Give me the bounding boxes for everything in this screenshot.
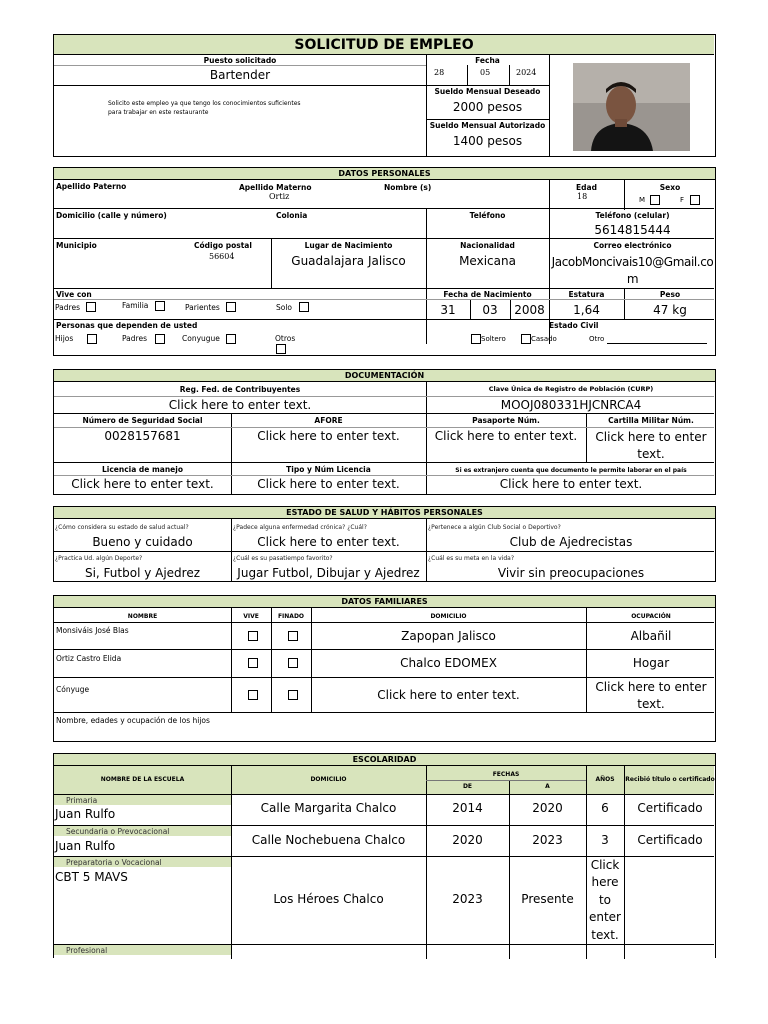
esc-row3-anios-line-4: enter xyxy=(588,910,621,925)
vive-solo-label: Solo xyxy=(276,303,293,312)
peso-label: Peso xyxy=(659,290,681,299)
escolaridad-section xyxy=(53,753,716,958)
cartilla-label: Cartilla Militar Núm. xyxy=(608,416,694,425)
estado-civil-label: Estado Civil xyxy=(549,321,599,330)
fecha-label: Fecha xyxy=(475,56,500,65)
curp-value[interactable]: MOOJ080331HJCNRCA4 xyxy=(500,398,642,412)
correo-line-1: JacobMoncivais10@Gmail.co xyxy=(551,255,714,269)
familiares-section xyxy=(53,595,716,742)
personales-title: DATOS PERSONALES xyxy=(54,168,715,180)
rfc-value[interactable]: Click here to enter text. xyxy=(168,398,312,412)
peso-value[interactable]: 47 kg xyxy=(653,303,687,317)
colonia-label: Colonia xyxy=(276,211,308,220)
esc-row3-domicilio[interactable]: Los Héroes Chalco xyxy=(273,892,384,906)
fam-row3-ocupacion-line-2: text. xyxy=(637,697,665,711)
sexo-f-checkbox[interactable] xyxy=(690,195,700,205)
esc-col-titulo: Recibió título o certificado xyxy=(625,776,715,783)
fam-row1-vive-checkbox[interactable] xyxy=(248,631,258,641)
salud-a2[interactable]: Click here to enter text. xyxy=(257,535,400,549)
fam-row1-domicilio[interactable]: Zapopan Jalisco xyxy=(401,629,496,643)
fam-row3-domicilio[interactable]: Click here to enter text. xyxy=(377,688,520,702)
esc-row3-anios[interactable] xyxy=(586,857,624,944)
esc-row1-titulo[interactable]: Certificado xyxy=(637,801,703,815)
rfc-label: Reg. Fed. de Contribuyentes xyxy=(179,385,301,394)
esc-row2-a[interactable]: 2023 xyxy=(532,833,563,847)
salud-title: ESTADO DE SALUD Y HÁBITOS PERSONALES xyxy=(54,507,715,519)
salud-a5[interactable]: Jugar Futbol, Dibujar y Ajedrez xyxy=(237,566,420,580)
fam-row2-nombre[interactable]: Ortiz Castro Elida xyxy=(56,654,122,663)
salud-a4[interactable]: Si, Futbol y Ajedrez xyxy=(84,566,201,580)
fam-row2-vive-checkbox[interactable] xyxy=(248,658,258,668)
salud-a3[interactable]: Club de Ajedrecistas xyxy=(509,535,633,549)
fam-row1-finado-checkbox[interactable] xyxy=(288,631,298,641)
nss-value[interactable]: 0028157681 xyxy=(104,429,181,443)
salud-q6: ¿Cuál es su meta en la vida? xyxy=(428,555,515,562)
sexo-f-label: F xyxy=(680,196,685,204)
esc-col-escuela: NOMBRE DE LA ESCUELA xyxy=(100,776,185,783)
sueldo-autorizado-label: Sueldo Mensual Autorizado xyxy=(429,121,546,130)
fecha-nac-mes[interactable]: 03 xyxy=(482,303,498,317)
esc-row1-nivel: Primaria xyxy=(66,796,98,805)
ec-casado-checkbox[interactable] xyxy=(521,334,531,344)
applicant-photo xyxy=(573,63,690,151)
sexo-label: Sexo xyxy=(659,183,681,192)
esc-row3-anios-line-1: Click xyxy=(590,858,620,872)
esc-row1-a[interactable]: 2020 xyxy=(532,801,563,815)
esc-row3-anios-line-5: text. xyxy=(591,927,619,942)
puesto-label: Puesto solicitado xyxy=(203,56,277,65)
domicilio-label: Domicilio (calle y número) xyxy=(56,211,167,220)
dep-padres-label: Padres xyxy=(122,334,147,343)
salud-section xyxy=(53,506,716,582)
escolaridad-title: ESCOLARIDAD xyxy=(54,754,715,766)
celular-value[interactable]: 5614815444 xyxy=(594,223,671,237)
fam-row2-ocupacion[interactable]: Hogar xyxy=(632,656,670,670)
vive-parientes-checkbox[interactable] xyxy=(226,302,236,312)
estatura-value[interactable]: 1,64 xyxy=(573,303,600,317)
vive-padres-checkbox[interactable] xyxy=(86,302,96,312)
nacionalidad-label: Nacionalidad xyxy=(460,241,515,250)
fam-row3-ocupacion[interactable] xyxy=(586,679,716,713)
cartilla-line-2: text. xyxy=(637,447,665,461)
personales-section xyxy=(53,167,716,356)
vive-con-label: Vive con xyxy=(56,290,92,299)
fecha-dia[interactable]: 28 xyxy=(434,68,445,77)
edad-value[interactable]: 18 xyxy=(577,192,588,201)
vive-solo-checkbox[interactable] xyxy=(299,302,309,312)
tipo-lic-label: Tipo y Núm Licencia xyxy=(286,465,371,474)
fam-col-finado: FINADO xyxy=(277,613,305,620)
fam-hijos-label[interactable]: Nombre, edades y ocupación de los hijos xyxy=(56,716,210,725)
fam-col-domicilio: DOMICILIO xyxy=(430,613,467,620)
esc-row3-escuela[interactable]: CBT 5 MAVS xyxy=(55,870,128,884)
esc-row3-anios-line-2: here xyxy=(591,875,619,890)
fam-row2-finado-checkbox[interactable] xyxy=(288,658,298,668)
esc-row2-de[interactable]: 2020 xyxy=(452,833,483,847)
esc-row2-titulo[interactable]: Certificado xyxy=(637,833,703,847)
familiares-title: DATOS FAMILIARES xyxy=(54,596,715,608)
form-title: SOLICITUD DE EMPLEO xyxy=(294,37,474,53)
vive-parientes-label: Parientes xyxy=(185,303,220,312)
salud-a1[interactable]: Bueno y cuidado xyxy=(92,535,193,549)
nss-label: Número de Seguridad Social xyxy=(82,416,203,425)
vive-familia-label: Familia xyxy=(122,301,149,310)
vive-familia-checkbox[interactable] xyxy=(155,301,165,311)
licencia-label: Licencia de manejo xyxy=(101,465,183,474)
ec-soltero-label: Soltero xyxy=(481,335,506,343)
fecha-mes[interactable]: 05 xyxy=(480,68,491,77)
ec-otro-label: Otro xyxy=(589,335,605,343)
afore-value[interactable]: Click here to enter text. xyxy=(257,429,400,443)
nacionalidad-value[interactable]: Mexicana xyxy=(459,254,516,268)
fecha-nac-dia[interactable]: 31 xyxy=(440,303,456,317)
lugar-nac-label: Lugar de Nacimiento xyxy=(304,241,393,250)
fam-row3-ocupacion-line-1: Click here to enter xyxy=(595,680,707,694)
dep-otros-label: Otros xyxy=(275,334,296,343)
esc-row1-domicilio[interactable]: Calle Margarita Chalco xyxy=(260,801,397,815)
salud-a6[interactable]: Vivir sin preocupaciones xyxy=(497,566,645,580)
ec-otro-line[interactable] xyxy=(607,343,707,344)
esc-row1-de[interactable]: 2014 xyxy=(452,801,483,815)
esc-row2-escuela[interactable]: Juan Rulfo xyxy=(55,839,116,853)
fam-row3-vive-checkbox[interactable] xyxy=(248,690,258,700)
cp-value[interactable]: 56604 xyxy=(209,252,235,261)
esc-row1-escuela[interactable]: Juan Rulfo xyxy=(55,807,116,821)
documentacion-section xyxy=(53,369,716,495)
fam-row1-nombre[interactable]: Monsiváis José Blas xyxy=(56,626,129,635)
fam-row2-domicilio[interactable]: Chalco EDOMEX xyxy=(400,656,497,670)
fecha-nac-anio[interactable]: 2008 xyxy=(514,303,545,317)
fecha-nac-label: Fecha de Nacimiento xyxy=(443,290,532,299)
salud-q4: ¿Practica Ud. algún Deporte? xyxy=(55,555,143,562)
esc-row4-nivel: Profesional xyxy=(66,946,108,955)
ap-paterno-label: Apellido Paterno xyxy=(56,182,127,191)
fam-col-ocupacion: OCUPACIÓN xyxy=(631,613,671,620)
edad-label: Edad xyxy=(576,183,597,192)
dep-hijos-checkbox[interactable] xyxy=(87,334,97,344)
esc-row3-anios-line-3: to xyxy=(598,892,612,907)
motivo-text[interactable] xyxy=(108,99,301,117)
fam-col-nombre: NOMBRE xyxy=(127,613,158,620)
salud-q2: ¿Padece alguna enfermedad crónica? ¿Cuál? xyxy=(233,524,367,531)
vive-padres-label: Padres xyxy=(55,303,80,312)
salud-q3: ¿Pertenece a algún Club Social o Deportivo? xyxy=(428,524,561,531)
pasaporte-label: Pasaporte Núm. xyxy=(472,416,540,425)
afore-label: AFORE xyxy=(314,416,343,425)
dep-otros-checkbox[interactable] xyxy=(276,344,286,354)
nombre-label: Nombre (s) xyxy=(384,183,432,192)
cartilla-line-1: Click here to enter xyxy=(595,430,707,444)
documentacion-title: DOCUMENTACIÓN xyxy=(54,370,715,382)
esc-col-domicilio: DOMICILIO xyxy=(310,776,347,783)
esc-col-a: A xyxy=(545,783,550,790)
fecha-anio[interactable]: 2024 xyxy=(516,68,537,77)
esc-row1-anios[interactable]: 6 xyxy=(601,801,609,815)
celular-label: Teléfono (celular) xyxy=(595,211,670,220)
ec-casado-label: Casado xyxy=(531,335,557,343)
esc-row3-nivel: Preparatoria o Vocacional xyxy=(66,858,162,867)
cp-label: Código postal xyxy=(194,241,252,250)
estatura-label: Estatura xyxy=(568,290,605,299)
dep-padres-checkbox[interactable] xyxy=(155,334,165,344)
correo-label: Correo electrónico xyxy=(593,241,672,250)
esc-col-fechas: FECHAS xyxy=(492,771,520,778)
esc-row3-de[interactable]: 2023 xyxy=(452,892,483,906)
cartilla-value[interactable] xyxy=(586,429,716,463)
curp-label: Clave Única de Registro de Población (CURP) xyxy=(488,385,654,393)
dep-conyugue-checkbox[interactable] xyxy=(226,334,236,344)
extranjero-value[interactable]: Click here to enter text. xyxy=(499,477,643,491)
esc-row3-a[interactable]: Presente xyxy=(521,892,574,906)
motivo-line-2: para trabajar en este restaurante xyxy=(108,109,209,116)
correo-value[interactable] xyxy=(549,254,716,288)
sueldo-deseado-label: Sueldo Mensual Deseado xyxy=(434,87,541,96)
sueldo-autorizado-value[interactable]: 1400 pesos xyxy=(452,134,523,148)
salud-q5: ¿Cuál es su pasatiempo favorito? xyxy=(233,555,333,562)
esc-row2-nivel: Secundaria o Prevocacional xyxy=(66,827,170,836)
fam-row3-nombre[interactable]: Cónyuge xyxy=(56,685,90,694)
tipo-lic-value[interactable]: Click here to enter text. xyxy=(257,477,400,491)
ec-soltero-checkbox[interactable] xyxy=(471,334,481,344)
esc-row2-domicilio[interactable]: Calle Nochebuena Chalco xyxy=(251,833,406,847)
fam-row1-ocupacion[interactable]: Albañil xyxy=(630,629,672,643)
dep-hijos-label: Hijos xyxy=(55,334,74,343)
lugar-nac-value[interactable]: Guadalajara Jalisco xyxy=(291,254,406,268)
telefono-label: Teléfono xyxy=(469,211,506,220)
motivo-line-1: Solicito este empleo ya que tengo los conocimientos suficientes xyxy=(108,100,301,107)
esc-row2-anios[interactable]: 3 xyxy=(601,833,609,847)
dep-conyugue-label: Conyugue xyxy=(182,334,220,343)
puesto-value[interactable]: Bartender xyxy=(209,68,271,82)
ap-materno-value[interactable]: Ortiz xyxy=(269,192,290,201)
licencia-value[interactable]: Click here to enter text. xyxy=(71,477,214,491)
fam-col-vive: VIVE xyxy=(243,613,259,620)
dependen-label: Personas que dependen de usted xyxy=(56,321,198,330)
extranjero-label: Si es extranjero cuenta que documento le permite laborar en el país xyxy=(455,467,687,474)
sexo-m-label: M xyxy=(639,196,646,204)
fam-row3-finado-checkbox[interactable] xyxy=(288,690,298,700)
sueldo-deseado-value[interactable]: 2000 pesos xyxy=(452,100,523,114)
pasaporte-value[interactable]: Click here to enter text. xyxy=(434,429,578,443)
esc-col-anios: AÑOS xyxy=(595,776,615,783)
correo-line-2: m xyxy=(626,272,639,286)
municipio-label: Municipio xyxy=(56,241,97,250)
salud-q1: ¿Cómo considera su estado de salud actual? xyxy=(55,524,189,531)
ap-materno-label: Apellido Materno xyxy=(239,183,312,192)
esc-col-de: DE xyxy=(462,783,473,790)
sexo-m-checkbox[interactable] xyxy=(650,195,660,205)
